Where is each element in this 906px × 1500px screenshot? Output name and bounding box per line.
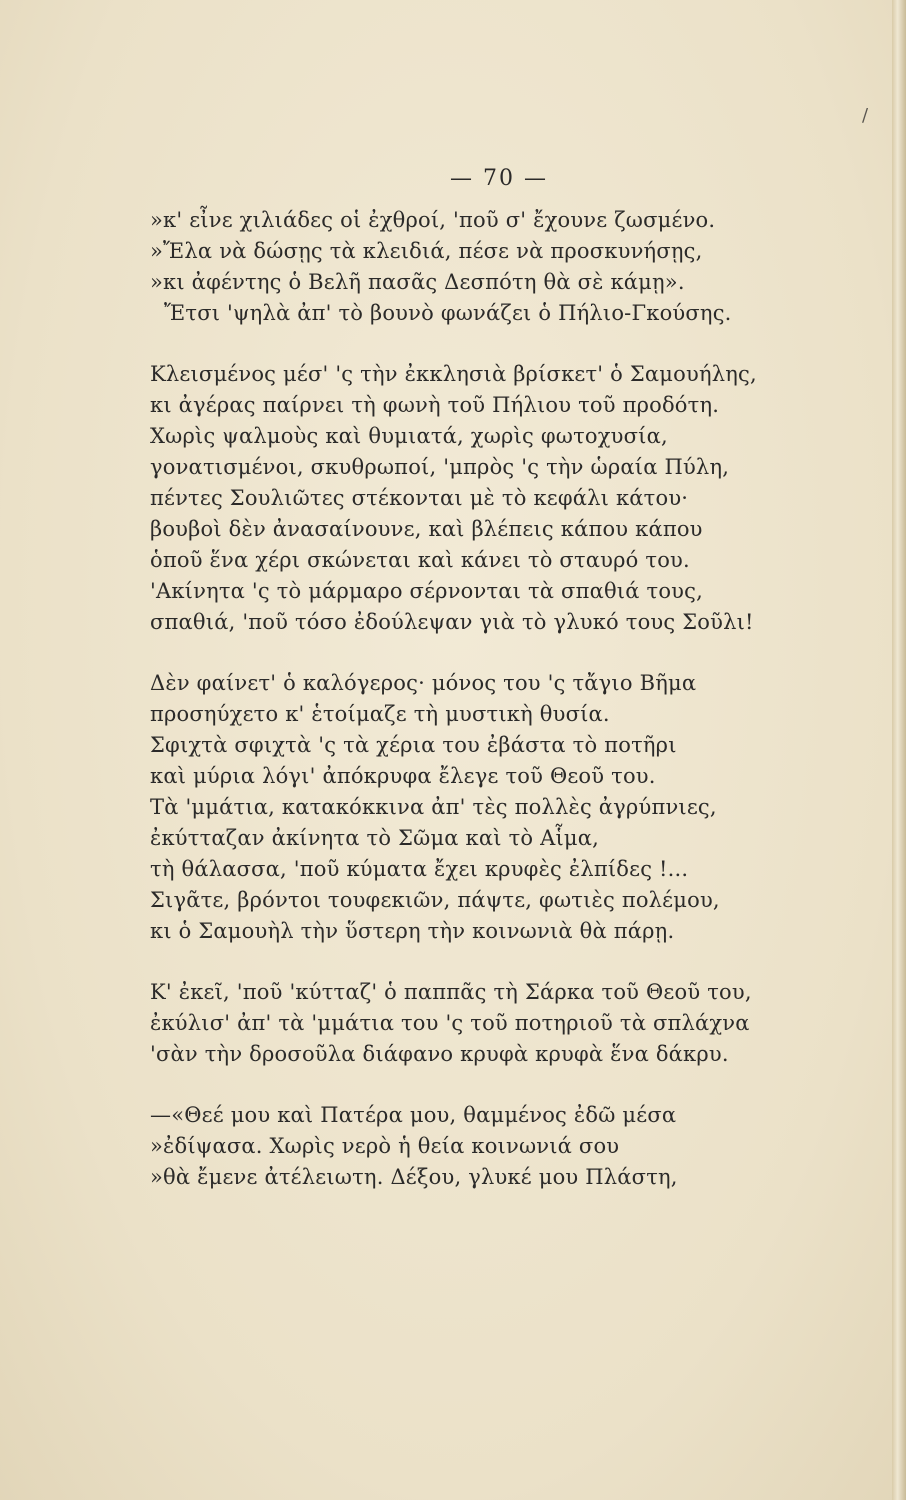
verse-line: »κ' εἶνε χιλιάδες οἱ ἐχθροί, 'ποῦ σ' ἔχουνε ζωσμένο. [150,208,716,232]
verse-line: βουβοὶ δὲν ἀνασαίνουνε, καὶ βλέπεις κάπου κάπου [150,517,703,541]
stanza [150,668,870,947]
stanza [150,1100,870,1193]
verse-line: Κ' ἐκεῖ, 'ποῦ 'κύτταζ' ὁ παππᾶς τὴ Σάρκα τοῦ Θεοῦ του, [150,980,752,1004]
stanza [150,977,870,1070]
verse-line: »κι ἀφέντης ὁ Βελῆ πασᾶς Δεσπότη θὰ σὲ κάμῃ». [150,270,685,294]
verse-line: σπαθιά, 'ποῦ τόσο ἐδούλεψαν γιὰ τὸ γλυκό τους Σοῦλι! [150,610,754,634]
verse-line: —«Θεέ μου καὶ Πατέρα μου, θαμμένος ἐδῶ μέσα [150,1103,677,1127]
stanza [150,359,870,638]
verse-line: ἐκύλισ' ἀπ' τὰ 'μμάτια του 'ς τοῦ ποτηριοῦ τὰ σπλάχνα [150,1011,750,1035]
page-number: — 70 — [450,166,548,191]
stanza [150,205,870,329]
poem-text [150,205,870,1193]
verse-line: »ἐδίψασα. Χωρὶς νερὸ ἡ θεία κοινωνιά σου [150,1134,620,1158]
verse-line: 'Ακίνητα 'ς τὸ μάρμαρο σέρνονται τὰ σπαθιά τους, [150,579,703,603]
verse-line: Τὰ 'μμάτια, κατακόκκινα ἀπ' τὲς πολλὲς ἀγρύπνιες, [150,795,717,819]
verse-line: Ἔτσι 'ψηλὰ ἀπ' τὸ βουνὸ φωνάζει ὁ Πήλιο-Γκούσης. [164,301,732,325]
verse-line: Κλεισμένος μέσ' 'ς τὴν ἐκκλησιὰ βρίσκετ' ὁ Σαμουήλης, [150,362,757,386]
page-edge [892,0,906,1500]
verse-line: γονατισμένοι, σκυθρωποί, 'μπρὸς 'ς τὴν ὡραία Πύλη, [150,455,730,479]
verse-line: Δὲν φαίνετ' ὁ καλόγερος· μόνος του 'ς τἄγιο Βῆμα [150,671,697,695]
verse-line: »Ἔλα νὰ δώσῃς τὰ κλειδιά, πέσε νὰ προσκυνήσῃς, [150,239,703,263]
verse-line: κι ὁ Σαμουὴλ τὴν ὕστερη τὴν κοινωνιὰ θὰ πάρῃ. [150,919,675,943]
pencil-mark: / [862,105,869,126]
verse-line: Σιγᾶτε, βρόντοι τουφεκιῶν, πάψτε, φωτιὲς πολέμου, [150,888,720,912]
verse-line: Σφιχτὰ σφιχτὰ 'ς τὰ χέρια του ἐβάστα τὸ ποτῆρι [150,733,677,757]
verse-line: 'σὰν τὴν δροσοῦλα διάφανο κρυφὰ κρυφὰ ἕνα δάκρυ. [150,1042,729,1066]
verse-line: τὴ θάλασσα, 'ποῦ κύματα ἔχει κρυφὲς ἐλπίδες !... [150,857,689,881]
verse-line: ὁποῦ ἕνα χέρι σκώνεται καὶ κάνει τὸ σταυρό του. [150,548,690,572]
verse-line: καὶ μύρια λόγι' ἀπόκρυφα ἔλεγε τοῦ Θεοῦ του. [150,764,656,788]
verse-line: προσηύχετο κ' ἑτοίμαζε τὴ μυστικὴ θυσία. [150,702,610,726]
verse-line: κι ἀγέρας παίρνει τὴ φωνὴ τοῦ Πήλιου τοῦ προδότη. [150,393,720,417]
verse-line: Χωρὶς ψαλμοὺς καὶ θυμιατά, χωρὶς φωτοχυσία, [150,424,668,448]
verse-line: πέντες Σουλιῶτες στέκονται μὲ τὸ κεφάλι κάτου· [150,486,689,510]
verse-line: ἐκύτταζαν ἀκίνητα τὸ Σῶμα καὶ τὸ Αἷμα, [150,826,600,850]
verse-line: »θὰ ἔμενε ἀτέλειωτη. Δέξου, γλυκέ μου Πλάστη, [150,1165,678,1189]
